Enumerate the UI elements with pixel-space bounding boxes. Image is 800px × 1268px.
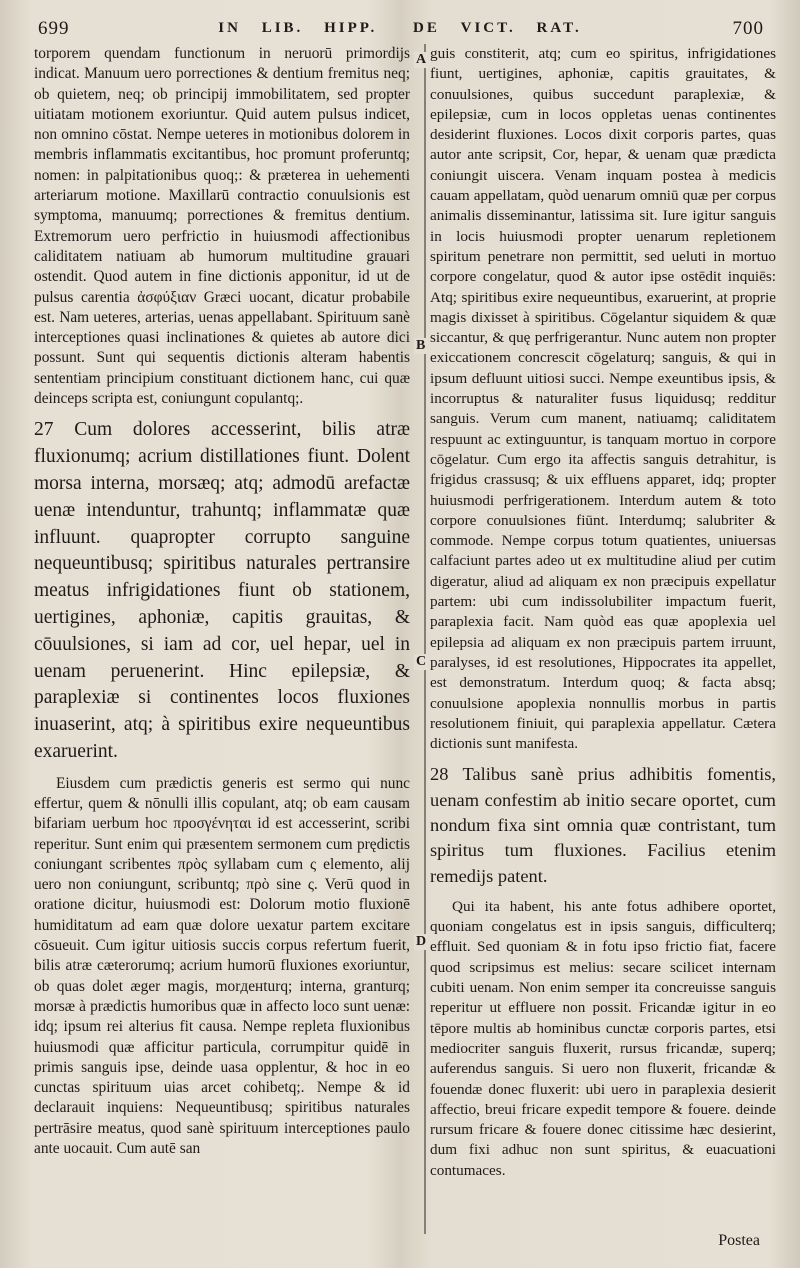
margin-letter: D xyxy=(416,934,427,949)
margin-letter: B xyxy=(416,338,426,353)
right-column xyxy=(430,44,776,1181)
margin-letter: C xyxy=(416,654,427,669)
running-title-word: DE xyxy=(413,20,440,36)
paragraph: torporem quendam functionum in neruorū primordijs indicat. Manuum uero porrectiones & dentium fremitus neq; ob quietem, neq; ob principij immobilitatem, sed propter uitiatam motionem exoriuntur. Quid autem pulsus indicet, non omnino cōstat. Nempe ueteres in motionibus dolorem in membris inflammatis excitantibus, hoc promunt proferuntq; nomen: in palpitationibus quoq;: & præterea in uehementi arteriarum motione. Maxillarū contractio conuulsionis est symptoma, manuumq; porrectiones & fremitus dentium. Extremorum uero perfrictio in huiusmodi affectionibus caliditatem natiuam ab humorum multitudine grauari ostendit. Quod autem in fine dictionis apponitur, id ut de pulsus carentia ἀσφύξιαν Græci uocant, dicatur probabile est. Nam ueteres, arterias, uenas appellabant. Spirituum sanè interceptiones quasi inclinationes & quietes ab autore dici possunt. Sunt qui sequentis dictionis alteram habentis sententiam principium constituant dictionem hanc, cui quæ deinceps scripta est, coniungunt copulantq;. xyxy=(34,45,410,408)
catchword: Postea xyxy=(718,1232,760,1249)
running-title-word: IN xyxy=(218,20,241,36)
running-title-word: LIB. xyxy=(261,20,304,36)
paragraph-number: 27 xyxy=(34,419,54,441)
running-title xyxy=(0,20,800,37)
page-number-right: 700 xyxy=(732,18,764,39)
running-title-word: RAT. xyxy=(536,20,582,36)
aphorism-text: Talibus sanè prius adhibitis fomentis, uenam confestim ab initio secare oportet, cum nondum fixa sint omnia quæ contristant, tum spiritus tum fluxiones. Facilius etenim remedijs patent. xyxy=(430,764,777,886)
left-column xyxy=(34,44,410,1159)
paragraph-number: 28 xyxy=(430,764,449,785)
paragraph: guis constiterit, atq; cum eo spiritus, infrigidationes fiunt, uertigines, aphoniæ, capitis grauitates, & conuulsiones, quibus succedunt paraplexiæ, & epilepsiæ, cum in locos oppletas uenas continentes desiderint fluxiones. Locos dixit corporis partes, quas autor ante scripsit, Cor, hepar, & uenam quæ prædicta coniungit uiscera. Venam inquam postea à medicis cauam appellatam, quòd uenarum omniū quæ per corpus animalis disseminantur, latissima sit. Iure igitur sanguis in locis huiusmodi propter uenarum repletionem spiritum penetrare non permittit, sed ueluti in mortuo corpore congelatur, quod & autor ipse ostēdit inquiēs: Atq; spiritibus exire nequeuntibus, exaruerint, at proprie magis dixisset à spiritibus. Cōgelantur siquidem & quæ siccantur, & quę perfrigerantur. Nunc autem non propter exiccationem concrescit cōgelaturq; sanguis, & qui in ipsum defluunt uitiosi succi. Nempe exeuntibus ipsis, & incorruptus & naturaliter fusus liquidusq; redditur sanguis. Verum cum manent, natiuamq; caliditatem respuunt ac extinguuntur, is tanquam mortuo in corpore cōgelatur. Cum ergo ita affectis sanguis detrahitur, is frigidus crassusq; & uix effluens apparet, idq; propter huiusmodi perfrigerationem. Interdum autem & toto corpore conuulsiones fiūnt. Interdumq; salubriter & commode. Nempe corpus totum quatientes, uniuersas calfaciunt partes adeo ut ex multitudine aliud per cutim digeratur, aliud ad aliquam ex non præcipuis expellatur partem: ubi cum indissolubiliter impactum fuerit, paraplexia facit. Nam quòd eas quæ apoplexia uel epilepsia ad aliquam ex non præcipuis partem irruunt, paralyses, id est resolutiones, Hippocrates ita appellet, est demonstratum. Interdum quoq; & facta absq; conuulsione apoplexia nonnullis morbus in partis resolutionem finiuit, qui paraplexia appellatur. Cætera dictionis sunt manifesta. xyxy=(430,45,776,753)
running-title-word: HIPP. xyxy=(324,20,378,36)
paragraph: Qui ita habent, his ante fotus adhibere oportet, quoniam congelatus est in ipsis sanguis, difficulterq; effluit. Sed quoniam & in fotu ipso frictio fiat, facere quod scripsimus est melius: secare scilicet internam cubiti uenam. Non enim semper ita concreuisse sanguis reperitur ut effluere non possit. Fricandæ igitur in eo tēpore multis ab hominibus cunctæ corporis partes, etsi mediocriter sanguis fluxerit, rursus fricandæ, superq; auferendus sanguis. Si uero non fluxerit, fricandæ & fouendæ donec fluxerit: ubi uero in paraplexia desierit affectio, breui fricare expedit tempore & fouere. deinde rursum fricare & fouere donec citissime hæc desierint, dum fixi adhuc non sunt spiritus, & euacuationi contumaces. xyxy=(430,897,776,1179)
page-header xyxy=(0,14,800,42)
paragraph: Eiusdem cum prædictis generis est sermo qui nunc effertur, quem & nōnulli illis copulant, atq; ob eam causam bifariam uerbum hoc προσγένηται id est accesserint, scribi reperitur. Sunt enim qui præsentem sermonem cum prędictis coniungant scribentes πρὸς syllabam cum ς elemento, alij uero non coniungunt, scribuntq; πρὸ sine ς. Verū quod in oratione dicitur, huiusmodi est: Dolorum motio fluxionē humiditatum ad eam quæ dolore uexatur partem excitare cōsueuit. Cum igitur uitiosis succis corpus refertum fuerit, bilis atræ cæterorumq; acrium humorū fluxiones exoriuntur, ob quas dolet æger magis, morденturq; interna, granturq; morsæ à prædictis humoribus quæ in affecto loco sunt uenæ: idq; ipsum rei alterius fit causa. Nempe repleta fluxionibus huiusmodi quæ afficitur particula, corrumpitur quidē in primis sanguis ipse, deinde uasa opplentur, & hoc in eo cunctas spirituum uias arcet cohibetq;. Nempe & id declarauit inquiens: Nequeuntibusq; spiritibus naturales pertrāsire meatus, quod sanè spirituum interceptiones paulo ante uocauit. Cum autē san xyxy=(34,774,410,1158)
running-title-word: VICT. xyxy=(460,20,516,36)
page-number-left: 699 xyxy=(38,18,70,39)
margin-letter: A xyxy=(416,52,427,67)
column-rule xyxy=(424,44,426,1234)
aphorism-text: Cum dolores accesserint, bilis atræ fluxionumq; acrium distillationes fiunt. Dolent morsa interna, morsæq; atq; admodū arefactæ uenæ intenduntur, trahuntq; inflammatæ quæ influunt. quapropter corrupto sanguine nequeuntibusq; spiritibus naturales pertransire meatus infrigidationes fiunt ob stationem, uertigines, aphoniæ, capitis grauitas, & cōuulsiones, si iam ad cor, uel hepar, uel in uenam peruenerint. Hinc epilepsiæ, & paraplexiæ si continentes locos fluxiones inuaserint, atq; à spiritibus exire nequeuntibus exaruerint. xyxy=(34,419,410,762)
